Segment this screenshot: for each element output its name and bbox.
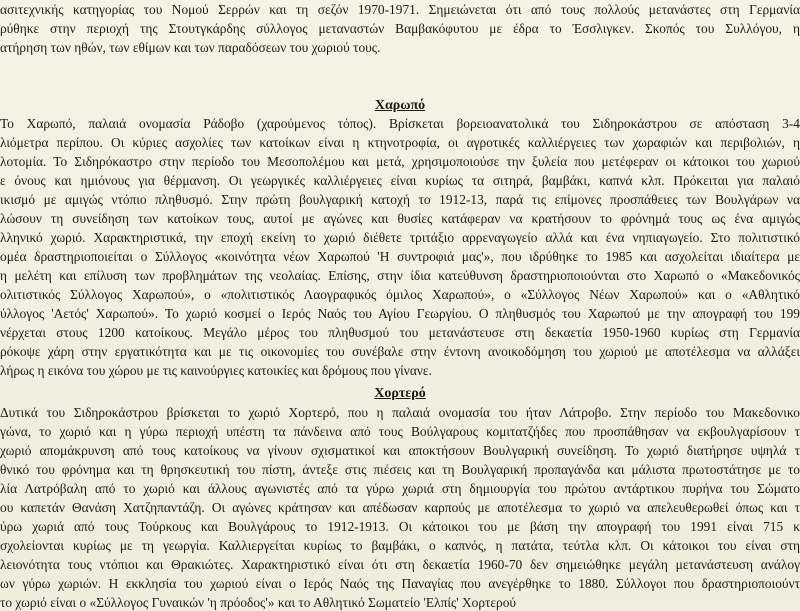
text-line: λώσουν τη συνείδηση των κατοίκων τους, αυτοί με αγώνες και θυσίες κατάφεραν να κρατήσουν το φρόνημά τους ως ένα αμιγώς — [0, 211, 800, 226]
text-line: σχολείονται κυρίως με τη γεωργία. Καλλιεργείται κυρίως το βαμβάκι, ο καπνός, η πατάτα, τεύτλα κλπ. Οι κάτοικοι του είναι στη — [0, 538, 800, 553]
text-line: ύρω χωριά από τους Τούρκους και Βουλγάρους το 1912-1913. Οι κάτοικοι του με βάση την απογραφή του 1991 είναι 715 κ — [0, 519, 800, 534]
section-heading-charopo: Χαρωπό — [374, 98, 426, 113]
section-heading-chortero: Χορτερό — [374, 386, 426, 401]
text-line: λία Λατρόβαλη από το χωριό και άλλους αγωνιστές από τα γύρω χωριά στη δημιουργία του πρώτου αντάρτικου πυρήνα του Σώματο — [0, 481, 800, 496]
text-line: λιόμετρα περίπου. Οι κύριες ασχολίες των κατοίκων είναι η κτηνοτροφία, οι αγροτικές καλλιέργειες των χωραφιών και περιβολιών, η — [0, 135, 800, 150]
text-line: ομέα δραστηριοποιείται ο Σύλλογος «κοινότητα νέων Χαρωπού 'Η συντροφιά μας'», που ιδρύθηκε το 1985 και ασχολείται ιδιαίτερα με — [0, 249, 800, 264]
text-line: ρύθηκε στην περιοχή της Στουτγκάρδης σύλλογος μεταναστών Βαμβακόφυτου με έδρα το Έσσλιγκεν. Σκοπός του Συλλόγου, η — [0, 21, 800, 36]
text-line: ατήρηση των ηθών, των εθίμων και των παραδόσεων του χωριού τους. — [0, 40, 381, 55]
text-line: ε όνους και ημιόνους για θέρμανση. Οι γεωργικές καλλιέργειες είναι κυρίως τα σιτηρά, βαμβάκι, καπνά κλπ. Πρόκειται για παλαιό — [0, 173, 800, 188]
text-line: το χωριό είναι ο «Σύλλογος Γυναικών 'η πρόοδος'» και το Αθλητικό Σωματείο 'Ελπίς' Χορτερού — [0, 595, 517, 610]
text-line: ύλλογος 'Αετός' Χαρωπού». Το χωριό κοσμεί ο Ιερός Ναός του Αγίου Γεωργίου. Ο πληθυσμός του Χαρωπού με την απογραφή του 199 — [0, 306, 800, 321]
text-line: γώνα, το χωριό και η γύρω περιοχή υπέστη τα πάνδεινα από τους Βούλγαρους κομιτατζήδες που προσπάθησαν να εκβουλγαρίσουν τ — [0, 424, 800, 439]
text-line: χωριό απομάκρυνση από τους κατοίκους να γίνουν σχισματικοί και αποκτήσουν Βουλγαρική συνείδηση. Το χωριό διατήρησε υψηλά τ — [0, 443, 800, 458]
text-line: ου καπετάν Θανάση Χατζηπαντάζη. Οι αγώνες κράτησαν και απέδωσαν καρπούς με αποτέλεσμα το χωριό να απελευθερωθεί όπως και τ — [0, 500, 800, 515]
text-line: λήρως η εικόνα του χώρου με τις καινούργιες κατοικίες και δρόμους που γίνανε. — [0, 363, 432, 378]
text-line: ρόκοψε χάρη στην εργατικότητα και με τις οικονομίες του συνέβαλε στην έντονη ανοικοδόμηση του χωριού με αποτέλεσμα να αλλάξει — [0, 344, 800, 359]
text-line: η μελέτη και επίλυση των προβλημάτων της νεολαίας. Επίσης, στην ίδια κατεύθυνση δραστηριοποιούνται στο Χαρωπό ο «Μακεδονικός — [0, 268, 800, 283]
text-line: θνικό του φρόνημα και τη θρησκευτική του πίστη, άντεξε στις πιέσεις και τη Βουλγαρική προπαγάνδα και μάλιστα πρωτοστάτησε με το — [0, 462, 800, 477]
text-line: ων γύρω χωριών. Η εκκλησία του χωριού είναι ο Ιερός Ναός της Παναγίας που ανεγέρθηκε το 1880. Σύλλογοι που δραστηριοποιούντ — [0, 576, 800, 591]
text-line: Το Χαρωπό, παλαιά ονομασία Ράδοβο (χαρούμενος τόπος). Βρίσκεται βορειοανατολικά του Σιδηροκάστρου σε απόσταση 3-4 — [0, 116, 800, 131]
text-line: Δυτικά του Σιδηροκάστρου βρίσκεται το χωριό Χορτερό, που η παλαιά ονομασία του ήταν Λάτροβο. Στην περίοδο του Μακεδονικο — [0, 405, 800, 420]
text-line: ολιτιστικός Σύλλογος Χαρωπού», ο «πολιτιστικός Λαογραφικός όμιλος Χαρωπού», ο «Σύλλογος Νέων Χαρωπού» και ο «Αθλητικό — [0, 287, 800, 302]
text-line: νέρχεται στους 1200 κατοίκους. Μεγάλο μέρος του πληθυσμού του μετανάστευσε στη δεκαετία 1950-1960 κυρίως στη Γερμανία — [0, 325, 800, 340]
text-line: ικισμό με αμιγώς ντόπιο πληθυσμό. Στην πρώτη βουλγαρική κατοχή το 1912-13, παρά τις επίμονες προσπάθειες των Βουλγάρων να — [0, 192, 800, 207]
text-line: λοτομία. Το Σιδηρόκαστρο στην περίοδο του Μεσοπολέμου και μετά, χρησιμοποιούσε την ξυλεία που μετέφεραν οι κάτοικοι του χωριού — [0, 154, 800, 169]
text-line: λληνικό χωριό. Χαρακτηριστικά, την εποχή εκείνη το χωριό διέθετε τριτάξιο αρρεναγωγείο αλλά και ένα νηπιαγωγείο. Στο πολιτιστικό — [0, 230, 800, 245]
text-line: λειονότητα τους ντόπιοι και Θρακιώτες. Χαρακτηριστικό είναι ότι στη δεκαετία 1960-70 δεν σημειώθηκε μεγάλη μετανάστευση ανάλογ — [0, 557, 800, 572]
text-line: ασιτεχνικής κατηγορίας του Νομού Σερρών και τη σεζόν 1970-1971. Σημειώνεται ότι από τους πολλούς μετανάστες στη Γερμανία — [0, 2, 800, 17]
